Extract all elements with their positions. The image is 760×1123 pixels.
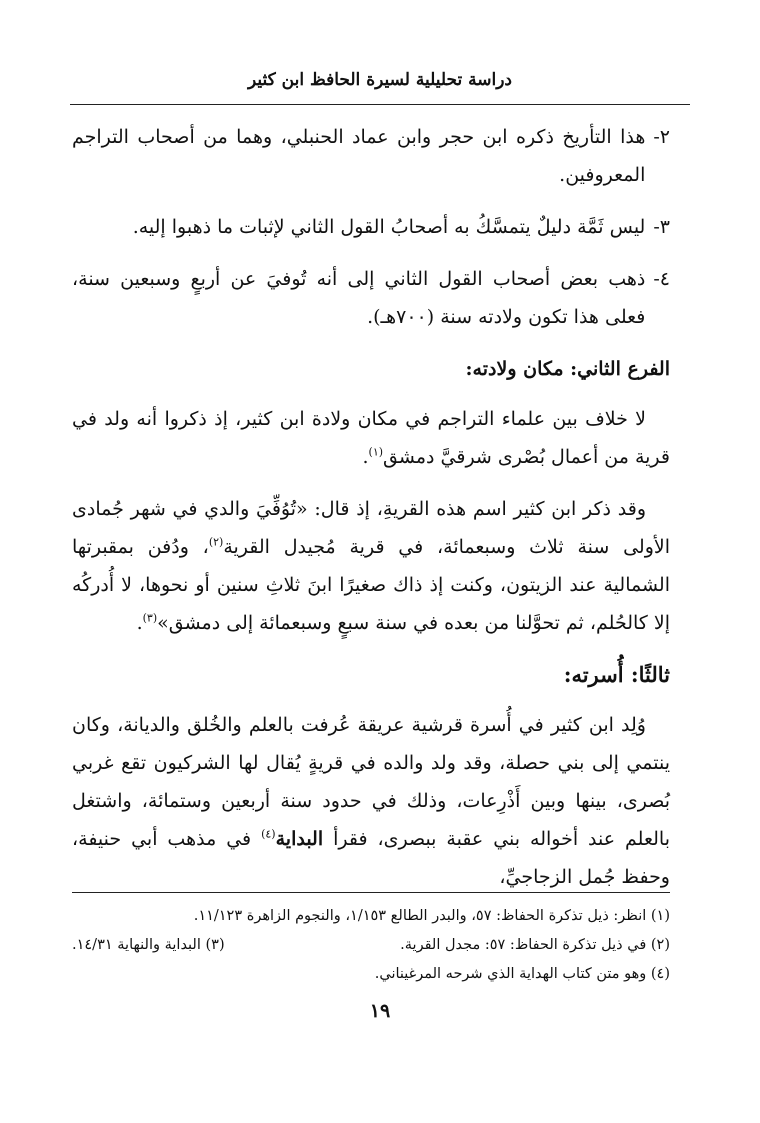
paragraph-text: ، ودُفن بمقبرتها الشمالية عند الزيتون، وكنت إذ ذاك صغيرًا ابنَ ثلاثِ سنين أو نحوها، لا أُدركُه إلا كالحُلم، ثم تحوَّلنا من بعده في سنة سبعٍ وسبعمائة إلى دمشق»	[72, 536, 670, 634]
footnote-ref-2: (٢)	[208, 535, 224, 549]
paragraph-birthplace	[72, 400, 670, 476]
section-heading-family: ثالثًا: أُسرته:	[563, 662, 670, 687]
footnote-rule	[72, 892, 670, 893]
paragraph-text: وُلِد ابن كثير في أُسرة قرشية عريقة عُرفت بالعلم والخُلق والديانة، وكان ينتمي إلى بني حصلة، وقد ولد والده في قريةٍ يُقال لها الشركيون تقع غربي بُصرى، بينها وبين أَذْرِعات، وذلك في حدود سنة أربعين وستمائة، واشتغل بالعلم عند أخواله بني عقبة ببصرى، فقرأ	[72, 714, 670, 850]
footnote-2: (٢) في ذيل تذكرة الحفاظ: ٥٧: مجدل القرية.	[400, 937, 670, 953]
footnote-ref-4: (٤)	[261, 827, 276, 841]
section-heading-birthplace: الفرع الثاني: مكان ولادته:	[465, 358, 670, 380]
list-item-number: ٢-	[653, 126, 670, 148]
footnote-ref-1: (١)	[368, 445, 384, 459]
footnote-3: (٣) البداية والنهاية ١٤/٣١.	[72, 937, 225, 953]
book-title-bold: البداية	[275, 828, 324, 850]
footnotes	[72, 902, 670, 989]
paragraph-text: وقد ذكر ابن كثير اسم هذه القريةِ، إذ قال: «تُوُفِّيَ والدي في شهر جُمادى الأولى سنة ثلاث وسبعمائة، في قرية مُجيدل القرية	[72, 498, 670, 558]
list-item-text: هذا التأريخ ذكره ابن حجر وابن عماد الحنبلي، وهما من أصحاب التراجم المعروفين.	[72, 126, 646, 186]
header-rule	[70, 104, 690, 105]
page-body	[72, 118, 670, 910]
running-header: دراسة تحليلية لسيرة الحافظ ابن كثير	[248, 70, 512, 90]
list-item-4	[72, 260, 670, 336]
footnote-1: (١) انظر: ذيل تذكرة الحفاظ: ٥٧، والبدر الطالع ١/١٥٣، والنجوم الزاهرة ١١/١٢٣.	[193, 908, 670, 924]
page-number: ١٩	[369, 1000, 391, 1022]
list-item-text: ذهب بعض أصحاب القول الثاني إلى أنه تُوفيَ عن أربعٍ وسبعين سنة، فعلى هذا تكون ولادته سنة (٧٠٠هـ).	[72, 268, 646, 328]
paragraph-family	[72, 706, 670, 896]
paragraph-end: .	[136, 612, 143, 634]
footnote-row	[72, 931, 670, 960]
list-item-2	[72, 118, 670, 194]
list-item-number: ٤-	[653, 268, 670, 290]
paragraph-text: لا خلاف بين علماء التراجم في مكان ولادة ابن كثير، إذ ذكروا أنه ولد في قرية من أعمال بُصْرى شرقيَّ دمشق	[72, 408, 670, 468]
list-item-text: ليس ثَمَّة دليلٌ يتمسَّكُ به أصحابُ القول الثاني لإثبات ما ذهبوا إليه.	[132, 216, 646, 238]
paragraph-quote	[72, 490, 670, 642]
list-item-3	[72, 208, 670, 246]
paragraph-text: في مذهب أبي حنيفة، وحفظ جُمل الزجاجيِّ،	[72, 828, 670, 888]
footnote-ref-3: (٣)	[142, 611, 158, 625]
paragraph-end: .	[362, 446, 369, 468]
list-item-number: ٣-	[653, 216, 670, 238]
footnote-4: (٤) وهو متن كتاب الهداية الذي شرحه المرغيناني.	[374, 966, 670, 982]
